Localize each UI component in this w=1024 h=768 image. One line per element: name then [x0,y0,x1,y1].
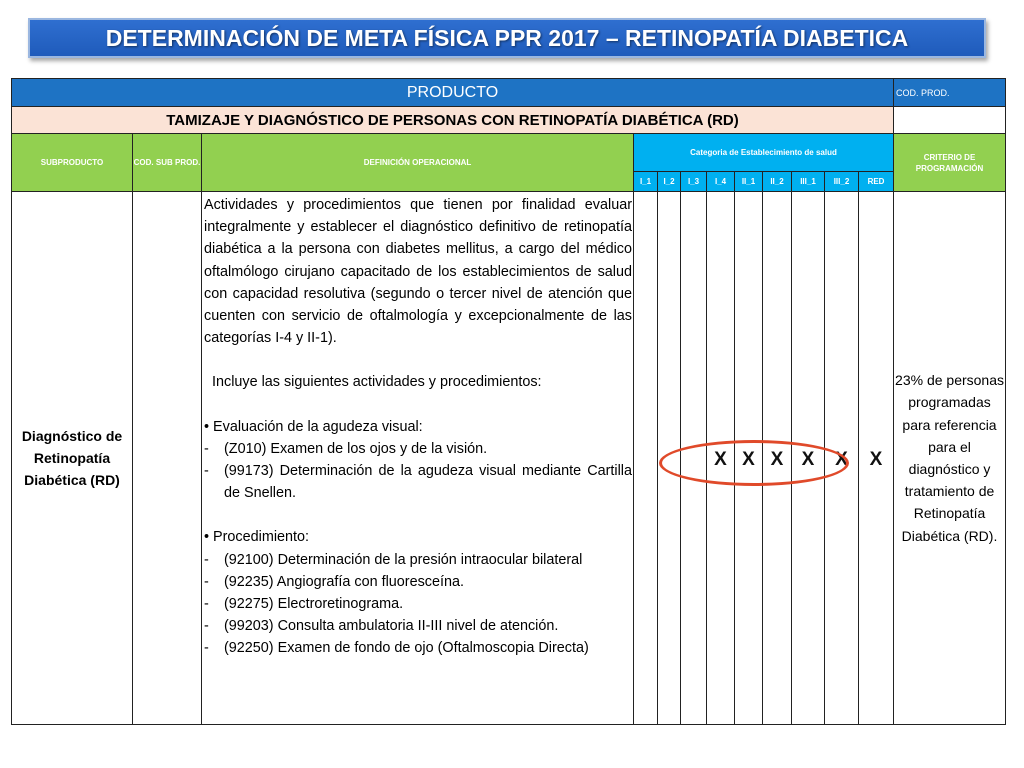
level-header: I_4 [707,172,735,192]
list-item: - (92275) Electroretinograma. [204,596,404,613]
level-header: I_2 [658,172,681,192]
level-header: I_1 [634,172,658,192]
slide-title [28,18,986,58]
cod-prod-header: COD. PROD. [894,79,1006,107]
level-cell [825,192,859,725]
list-item: - (99173) Determinación de la agudeza visual mediante Cartilla de Snellen. [204,463,632,502]
level-header: RED [859,172,894,192]
list-item: - (92100) Determinación de la presión intraocular bilateral [204,551,583,568]
cod-sub-prod-cell [133,192,202,725]
definicion-cell [202,192,634,725]
categoria-header: Categoria de Establecimiento de salud [634,134,894,172]
list-item: - (Z010) Examen de los ojos y de la visión. [204,440,488,457]
product-name: TAMIZAJE Y DIAGNÓSTICO DE PERSONAS CON RETINOPATÍA DIABÉTICA (RD) [12,107,894,134]
x-mark: X [835,449,848,470]
level-header: III_2 [825,172,859,192]
section-evaluacion: • Evaluación de la agudeza visual: [204,418,423,435]
producto-header: PRODUCTO [12,79,894,107]
x-mark: X [714,449,727,470]
level-header: I_3 [681,172,707,192]
list-item: - (99203) Consulta ambulatoria II-III nivel de atención. [204,618,559,635]
level-cell [681,192,707,725]
subproducto-header: SUBPRODUCTO [12,134,133,192]
subproducto-cell: Diagnóstico de Retinopatía Diabética (RD) [12,192,133,725]
x-mark: X [869,449,883,470]
level-cell [763,192,792,725]
definition-intro: Actividades y procedimientos que tienen por finalidad evaluar integralmente y establecer el diagnóstico definitivo de retinopatía diabética a la persona con diabetes mellitus, a cargo del médico oftalmólogo cirujano capacitado de los establecimientos de salud con capacidad resolutiva (segundo o tercer nivel de atención que cuenten con servicio de oftalmología y excepcionalmente de las categorías I-4 y II-1). [204,197,632,347]
includes-text: Incluye las siguientes actividades y procedimientos: [212,374,542,391]
level-header: II_1 [735,172,763,192]
section-procedimiento: • Procedimiento: [204,529,310,546]
cod-sub-prod-header: COD. SUB PROD. [133,134,202,192]
level-cell [792,192,825,725]
meta-table [11,78,1006,725]
definicion-header: DEFINICIÓN OPERACIONAL [202,134,634,192]
x-mark: X [742,449,755,470]
level-header: III_1 [792,172,825,192]
level-cell [735,192,763,725]
level-cell [859,192,894,725]
level-cell [634,192,658,725]
x-mark: X [770,449,784,470]
list-item: - (92235) Angiografía con fluoresceína. [204,573,465,590]
level-cell [707,192,735,725]
level-cell [658,192,681,725]
slide-title-text: DETERMINACIÓN DE META FÍSICA PPR 2017 – RETINOPATÍA DIABETICA [105,24,909,51]
x-mark: X [801,449,815,470]
list-item: - (92250) Examen de fondo de ojo (Oftalmoscopia Directa) [204,640,589,657]
criterio-header: CRITERIO DE PROGRAMACIÓN [894,134,1006,192]
cod-prod-value [894,107,1006,134]
level-header: II_2 [763,172,792,192]
criterio-cell: 23% de personas programadas para referencia para el diagnóstico y tratamiento de Retinopatía Diabética (RD). [894,192,1006,725]
